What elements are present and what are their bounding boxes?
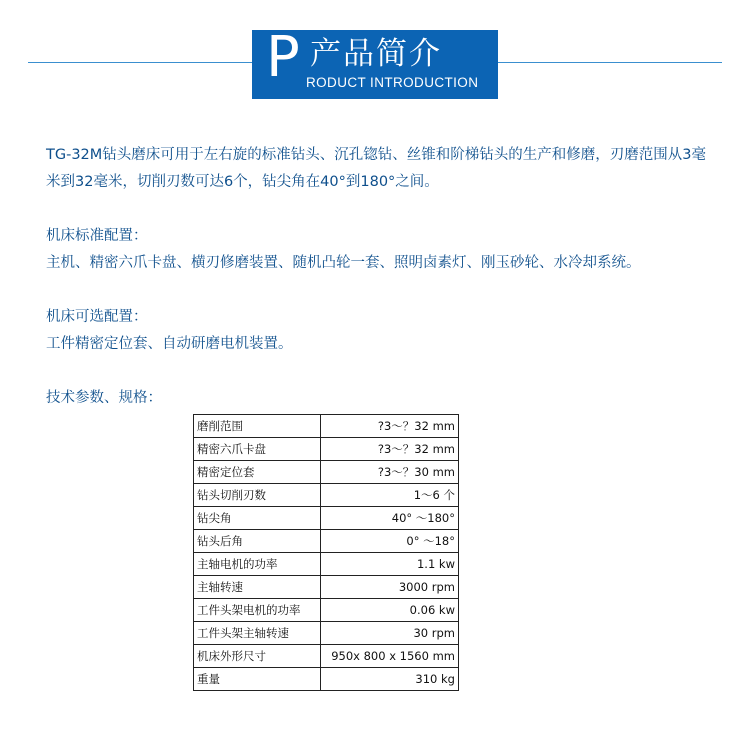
spec-value: 30 rpm <box>321 622 459 645</box>
intro-paragraph: TG-32M钻头磨床可用于左右旋的标准钻头、沉孔锪钻、丝锥和阶梯钻头的生产和修磨，刃磨范围从3毫米到32毫米，切削刃数可达6个，钻尖角在40°到180°之间。 <box>46 147 707 190</box>
spec-name: 精密六爪卡盘 <box>194 438 321 461</box>
section-title-banner <box>252 30 498 99</box>
title-chinese: 产品简介 <box>310 36 442 72</box>
table-row <box>194 438 459 461</box>
specs-table <box>193 414 459 691</box>
spec-name: 钻头后角 <box>194 530 321 553</box>
table-row <box>194 576 459 599</box>
spec-value: 1.1 kw <box>321 553 459 576</box>
spec-name: 工件头架电机的功率 <box>194 599 321 622</box>
standard-config-heading: 机床标准配置： <box>46 228 148 244</box>
product-description <box>46 142 706 412</box>
spec-value: ?3～？30 mm <box>321 461 459 484</box>
spec-value: 40° ～180° <box>321 507 459 530</box>
spec-value: 310 kg <box>321 668 459 691</box>
spec-name: 精密定位套 <box>194 461 321 484</box>
spec-name: 钻尖角 <box>194 507 321 530</box>
spec-value: 1～6 个 <box>321 484 459 507</box>
standard-config-text: 主机、精密六爪卡盘、横刃修磨装置、随机凸轮一套、照明卤素灯、刚玉砂轮、水冷却系统。 <box>46 255 641 271</box>
spec-name: 钻头切削刃数 <box>194 484 321 507</box>
table-row <box>194 645 459 668</box>
spec-value: ?3～？32 mm <box>321 415 459 438</box>
optional-config-heading: 机床可选配置： <box>46 309 148 325</box>
optional-config-text: 工件精密定位套、自动研磨电机装置。 <box>46 336 293 352</box>
header-divider-right <box>498 62 722 63</box>
table-row <box>194 415 459 438</box>
table-row <box>194 668 459 691</box>
spec-name: 主轴转速 <box>194 576 321 599</box>
table-row <box>194 484 459 507</box>
table-row <box>194 507 459 530</box>
spec-name: 工件头架主轴转速 <box>194 622 321 645</box>
title-initial-letter: P <box>266 30 300 90</box>
table-row <box>194 599 459 622</box>
header-divider-left <box>28 62 252 63</box>
spec-name: 重量 <box>194 668 321 691</box>
spec-value: ?3～？32 mm <box>321 438 459 461</box>
spec-value: 950x 800 x 1560 mm <box>321 645 459 668</box>
table-row <box>194 553 459 576</box>
spec-value: 3000 rpm <box>321 576 459 599</box>
table-row <box>194 530 459 553</box>
spec-name: 磨削范围 <box>194 415 321 438</box>
table-row <box>194 461 459 484</box>
title-english: RODUCT INTRODUCTION <box>306 75 479 90</box>
spec-name: 主轴电机的功率 <box>194 553 321 576</box>
table-row <box>194 622 459 645</box>
spec-value: 0.06 kw <box>321 599 459 622</box>
specs-heading: 技术参数、规格： <box>46 390 162 406</box>
spec-value: 0° ～18° <box>321 530 459 553</box>
spec-name: 机床外形尺寸 <box>194 645 321 668</box>
